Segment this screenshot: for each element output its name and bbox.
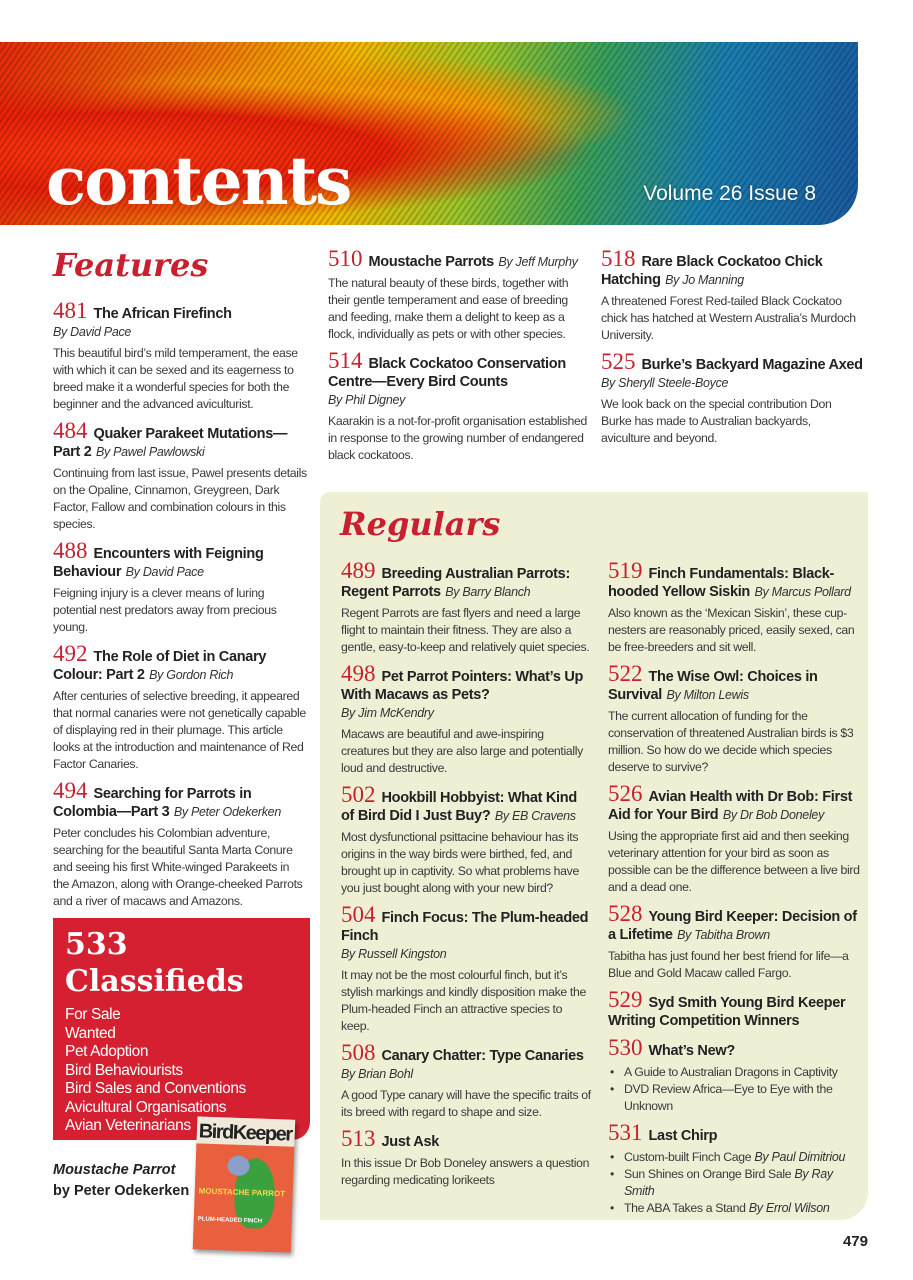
entry-heading — [608, 661, 860, 704]
entry-title: Finch Focus: The Plum-headed Finch — [341, 910, 589, 944]
entry-page-number: 498 — [341, 661, 376, 686]
entry-heading — [341, 782, 591, 825]
entry-title: Young Bird Keeper: Decision of a Lifetime — [608, 909, 857, 943]
entry-page-number: 484 — [53, 418, 88, 443]
contents-entry[interactable] — [341, 782, 591, 897]
entry-heading — [328, 348, 590, 409]
entry-heading — [53, 298, 307, 341]
cover-line: PLUM-HEADED FINCH — [197, 1216, 263, 1225]
issue-label: Volume 26 Issue 8 — [643, 182, 816, 205]
entry-title: Avian Health with Dr Bob: First Aid for Your Bird — [608, 789, 853, 823]
entry-page-number: 528 — [608, 901, 643, 926]
contents-entry[interactable] — [601, 349, 863, 447]
entry-description: In this issue Dr Bob Doneley answers a question regarding medicating lorikeets — [341, 1156, 590, 1187]
entry-title: The African Firefinch — [93, 306, 232, 322]
entry-title: Pet Parrot Pointers: What’s Up With Macaws as Pets? — [341, 669, 584, 703]
cover-line: MOUSTACHE PARROT — [198, 1186, 286, 1199]
entry-page-number: 518 — [601, 246, 636, 271]
contents-entry[interactable] — [608, 1120, 860, 1217]
header-banner — [0, 42, 858, 225]
entry-description: Also known as the ‘Mexican Siskin’, these cup-nesters are reasonably priced, easily sexed, can be free-breeders and sit well. — [608, 606, 855, 654]
entry-heading — [53, 778, 307, 821]
entry-title: Searching for Parrots in Colombia—Part 3 — [53, 786, 252, 820]
entry-page-number: 510 — [328, 246, 363, 271]
entry-description: The natural beauty of these birds, together with their gentle temperament and ease of breeding and feeding, make them a delight to keep as a flock, individually as pets or with other species. — [328, 276, 569, 341]
magazine-cover-image — [193, 1116, 296, 1252]
entry-description: Feigning injury is a clever means of luring potential nest predators away from precious young. — [53, 586, 277, 634]
entry-author: By Peter Odekerken — [173, 805, 281, 819]
regulars-column-2 — [608, 558, 860, 1226]
page-title: contents — [46, 142, 351, 220]
contents-entry[interactable] — [53, 778, 307, 910]
bullet-text: A Guide to Australian Dragons in Captivity — [624, 1065, 838, 1079]
entry-title: Syd Smith Young Bird Keeper Writing Competition Winners — [608, 995, 846, 1029]
entry-author: By Pawel Pawlowski — [95, 445, 205, 459]
entry-title: Rare Black Cockatoo Chick Hatching — [601, 254, 823, 288]
contents-entry[interactable] — [608, 901, 860, 982]
entry-heading — [341, 1040, 591, 1083]
contents-entry[interactable] — [328, 348, 590, 464]
cover-logo: BirdKeeper — [196, 1116, 295, 1146]
entry-heading — [341, 558, 591, 601]
entry-title: Moustache Parrots — [368, 254, 494, 270]
entry-page-number: 488 — [53, 538, 88, 563]
entry-page-number: 494 — [53, 778, 88, 803]
classifieds-box[interactable] — [53, 918, 310, 1140]
entry-page-number: 489 — [341, 558, 376, 583]
entry-description: The current allocation of funding for the conservation of threatened Australian birds is $3 million. So how do we decide which species deserve to survive? — [608, 709, 854, 774]
page-number: 479 — [842, 1233, 868, 1250]
contents-entry[interactable] — [53, 418, 307, 533]
contents-entry[interactable] — [608, 1035, 860, 1115]
entry-author: By Dr Bob Doneley — [722, 808, 825, 822]
entry-title: Finch Fundamentals: Black-hooded Yellow Siskin — [608, 566, 835, 600]
classifieds-item[interactable]: For Sale — [65, 1006, 121, 1023]
entry-heading — [341, 661, 591, 722]
entry-title: The Role of Diet in Canary Colour: Part 2 — [53, 649, 267, 683]
regulars-column-1 — [341, 558, 591, 1198]
entry-description: After centuries of selective breeding, it appeared that normal canaries were not genetically capable of displaying red in their plumage. This article looks at the introduction and maintenance of Red Factor Canaries. — [53, 689, 306, 771]
entry-author: By Milton Lewis — [666, 688, 749, 702]
entry-heading — [608, 1120, 860, 1145]
classifieds-item[interactable]: Avian Veterinarians — [65, 1117, 191, 1134]
entry-description: A good Type canary will have the specific traits of its breed with regard to shape and size. — [341, 1088, 591, 1119]
entry-author: By Phil Digney — [328, 393, 406, 407]
entry-title: Just Ask — [381, 1134, 440, 1150]
entry-title: Hookbill Hobbyist: What Kind of Bird Did I Just Buy? — [341, 790, 577, 824]
entry-title: Canary Chatter: Type Canaries — [381, 1048, 584, 1064]
entry-page-number: 502 — [341, 782, 376, 807]
entry-author: By Jim McKendry — [341, 706, 434, 720]
entry-description: This beautiful bird’s mild temperament, the ease with which it can be sexed and its eagerness to breed make it a wonderful species for both the beginner and the advanced aviculturist. — [53, 346, 298, 411]
entry-author: By Jo Manning — [665, 273, 744, 287]
classifieds-item[interactable]: Pet Adoption — [65, 1043, 149, 1060]
entry-page-number: 529 — [608, 987, 643, 1012]
bullet-item — [608, 1149, 860, 1166]
contents-entry[interactable] — [341, 1040, 591, 1121]
features-column-3 — [601, 246, 863, 456]
contents-entry[interactable] — [601, 246, 863, 344]
contents-entry[interactable] — [53, 298, 307, 413]
entry-title: The Wise Owl: Choices in Survival — [608, 669, 818, 703]
entry-page-number: 508 — [341, 1040, 376, 1065]
entry-heading — [53, 641, 307, 684]
classifieds-item[interactable]: Bird Sales and Conventions — [65, 1080, 246, 1097]
entry-page-number: 481 — [53, 298, 88, 323]
entry-author: By Sheryll Steele-Boyce — [601, 376, 729, 390]
entry-heading — [601, 246, 863, 289]
bullet-item — [608, 1081, 860, 1115]
entry-description: Regent Parrots are fast flyers and need a large flight to maintain their fitness. They are also a gentle, easy-to-keep and relatively quiet species. — [341, 606, 590, 654]
contents-entry[interactable] — [608, 558, 860, 656]
entry-author: By EB Cravens — [494, 809, 576, 823]
cover-caption-title: Moustache Parrot — [53, 1162, 176, 1178]
entry-page-number: 514 — [328, 348, 363, 373]
entry-page-number: 531 — [608, 1120, 643, 1145]
contents-entry[interactable] — [53, 641, 307, 773]
entry-page-number: 530 — [608, 1035, 643, 1060]
contents-entry[interactable] — [53, 538, 307, 636]
entry-title: Quaker Parakeet Mutations—Part 2 — [53, 426, 288, 460]
bullet-text: The ABA Takes a Stand — [624, 1201, 746, 1215]
entry-heading — [328, 246, 590, 271]
entry-author: By Jeff Murphy — [498, 255, 578, 269]
entry-heading — [608, 558, 860, 601]
entry-page-number: 504 — [341, 902, 376, 927]
entry-description: We look back on the special contribution Don Burke has made to Australian backyards, aviculture and beyond. — [601, 397, 832, 445]
entry-description: A threatened Forest Red-tailed Black Cockatoo chick has hatched at Western Australia’s Murdoch University. — [601, 294, 856, 342]
entry-heading — [53, 538, 307, 581]
classifieds-title: Classifieds — [65, 964, 244, 999]
contents-entry[interactable] — [328, 246, 590, 343]
bullet-author: By Ray Smith — [624, 1167, 833, 1198]
bullet-text: Custom-built Finch Cage — [624, 1150, 752, 1164]
entry-page-number: 519 — [608, 558, 643, 583]
cover-caption — [53, 1160, 189, 1202]
bullet-item — [608, 1064, 860, 1081]
contents-entry[interactable] — [341, 558, 591, 656]
bullet-text: DVD Review Africa—Eye to Eye with the Unknown — [624, 1082, 833, 1113]
entry-author: By David Pace — [53, 325, 132, 339]
features-column-2 — [328, 246, 590, 473]
entry-heading — [341, 902, 591, 963]
entry-author: By Tabitha Brown — [677, 928, 770, 942]
entry-description: Macaws are beautiful and awe-inspiring creatures but they are also large and potentially loud and destructive. — [341, 727, 583, 775]
entry-author: By Marcus Pollard — [754, 585, 851, 599]
entry-description: Continuing from last issue, Pawel presents details on the Opaline, Cinnamon, Greygreen, Dark Factor, Fallow and combination colours in this species. — [53, 466, 307, 531]
contents-entry[interactable] — [608, 987, 860, 1030]
entry-heading — [341, 1126, 591, 1151]
regulars-heading: Regulars — [340, 505, 501, 543]
entry-author: By Brian Bohl — [341, 1067, 413, 1081]
entry-author: By Russell Kingston — [341, 947, 447, 961]
classifieds-page: 533 — [65, 927, 128, 962]
contents-entry[interactable] — [341, 661, 591, 777]
entry-description: Peter concludes his Colombian adventure, searching for the beautiful Santa Marta Conure and seeing his first White-winged Parakeets in the Amazon, along with Orange-cheeked Parrots and a river of macaws and Amazons. — [53, 826, 303, 908]
entry-description: Using the appropriate first aid and then seeking veterinary attention for your bird as soon as possible can be the difference between a live bird and a dead one. — [608, 829, 860, 894]
entry-title: Encounters with Feigning Behaviour — [53, 546, 264, 580]
contents-entry[interactable] — [341, 902, 591, 1035]
contents-entry[interactable] — [608, 661, 860, 776]
entry-title: Black Cockatoo Conservation Centre—Every Bird Counts — [328, 356, 566, 390]
entry-author: By David Pace — [125, 565, 204, 579]
entry-page-number: 525 — [601, 349, 636, 374]
entry-page-number: 526 — [608, 781, 643, 806]
entry-heading — [53, 418, 307, 461]
contents-entry[interactable] — [341, 1126, 591, 1189]
classifieds-item[interactable]: Wanted — [65, 1024, 116, 1042]
entry-author: By Barry Blanch — [445, 585, 531, 599]
classifieds-list — [65, 1006, 298, 1136]
entry-author: By Gordon Rich — [149, 668, 234, 682]
entry-title: Burke’s Backyard Magazine Axed — [641, 357, 863, 373]
classifieds-item[interactable]: Bird Behaviourists — [65, 1061, 183, 1079]
bullet-author: By Paul Dimitriou — [754, 1150, 846, 1164]
contents-entry[interactable] — [608, 781, 860, 896]
entry-heading — [608, 1035, 860, 1060]
features-column-1 — [53, 298, 307, 919]
entry-title: Last Chirp — [648, 1128, 718, 1144]
bullet-item — [608, 1200, 860, 1217]
cover-caption-credit: by Peter Odekerken — [53, 1183, 190, 1199]
features-heading: Features — [53, 246, 209, 284]
entry-heading — [608, 987, 860, 1030]
entry-description: Most dysfunctional psittacine behaviour has its origins in the way birds were birthed, fed, and brought up in captivity. So what problems have you just bought along with your new bird? — [341, 830, 579, 895]
classifieds-item[interactable]: Avicultural Organisations — [65, 1098, 227, 1116]
bullet-author: By Errol Wilson — [748, 1201, 830, 1215]
entry-page-number: 513 — [341, 1126, 376, 1151]
entry-description: Tabitha has just found her best friend for life—a Blue and Gold Macaw called Fargo. — [608, 949, 849, 980]
entry-page-number: 492 — [53, 641, 88, 666]
entry-title: Breeding Australian Parrots: Regent Parrots — [341, 566, 570, 600]
entry-description: It may not be the most colourful finch, but it’s stylish markings and kindly disposition make the Plum-headed Finch an attractive species to keep. — [341, 968, 586, 1033]
entry-title: What’s New? — [648, 1043, 735, 1059]
bullet-item — [608, 1166, 860, 1200]
entry-description: Kaarakin is a not-for-profit organisation established in response to the growing number of endangered black cockatoos. — [328, 414, 587, 462]
entry-page-number: 522 — [608, 661, 643, 686]
entry-heading — [608, 901, 860, 944]
entry-heading — [601, 349, 863, 392]
entry-heading — [608, 781, 860, 824]
bullet-text: Sun Shines on Orange Bird Sale — [624, 1167, 792, 1181]
